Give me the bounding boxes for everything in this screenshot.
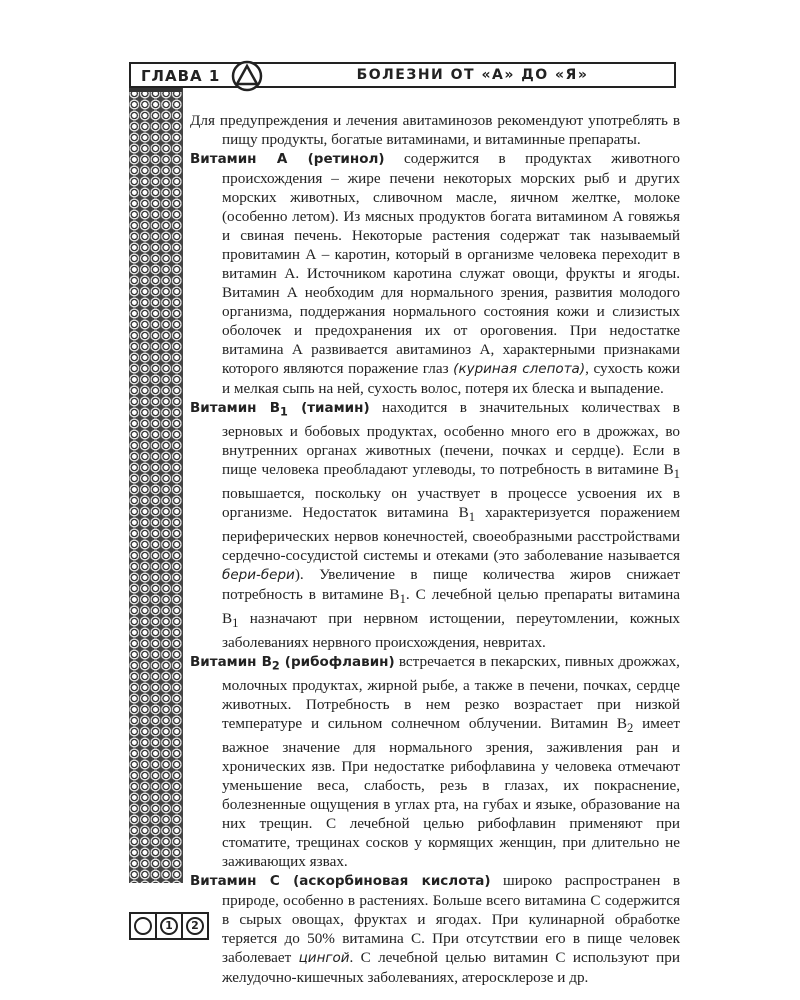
vitamin-b1-text-1: находится в значительных количествах в зерновых и бобовых продуктах, особенно много его в дрожжах, во внутренних органах животных (печени, почках и сердце). Если в пище человека преобладают углеводы, то потребность в витамине В — [222, 399, 680, 478]
vitamin-c-text-2: . С лечебной целью витамин С используют при желудочно-кишечных заболеваниях, атеросклерозе и др. — [222, 948, 681, 986]
vitamin-b2-term-a: Витамин В — [190, 653, 272, 670]
vitamin-b1-term-sub: 1 — [280, 405, 288, 419]
sidebar-top-bar — [129, 88, 182, 92]
vitamin-b2-term — [190, 653, 395, 673]
vitamin-b2-text-2: имеет важное значение для нормального зрения, заживления ран и хронических язв. При недостатке рибофлавина у человека отмечают уменьшение веса, слабость, резь в глазах, их покраснение, болезненные ощущения в углах рта, на губах и языке, образование на них трещин. С лечебной целью рибофлавин применяют при стоматите, трещинах сосков у кормящих женщин, при длительно не заживающих язвах. — [222, 714, 681, 870]
vitamin-b1-emphasis: бери-бери — [222, 566, 295, 583]
vitamin-b2-sub-1: 2 — [627, 720, 634, 735]
vitamin-b1-term-a: Витамин В — [190, 400, 281, 416]
chapter-label: ГЛАВА 1 — [141, 67, 221, 85]
vitamin-b2-term-sub: 2 — [271, 659, 280, 673]
vitamin-b2-term-b: (рибофлавин) — [279, 653, 395, 670]
page-digit-2: 2 — [186, 917, 204, 935]
vitamin-b1-sub-1: 1 — [673, 466, 680, 481]
vitamin-b1-sub-4: 1 — [232, 615, 239, 630]
vitamin-a-section — [190, 149, 680, 398]
vitamin-c-term: Витамин С (аскорбиновая кислота) — [190, 872, 491, 889]
vitamin-b1-text-3: характеризуется поражением периферических нервов конечностей, своеобразными расстройствами сердечно-сосудистой системы и отеками (это заболевание называется — [222, 503, 680, 564]
vitamin-b1-text-5: . С лечебной целью препараты витамина В — [222, 585, 680, 627]
vitamin-c-text-1: широко распространен в природе, особенно в растениях. Больше всего витамина С содержится в сырых овощах, фруктах и ягодах. При кулинарной обработке теряется до 50% витамина С. При отсутствии его в пище человек заболевает — [222, 871, 680, 966]
chapter-title: БОЛЕЗНИ ОТ «А» ДО «Я» — [356, 67, 589, 83]
vitamin-a-text-1: содержится в продуктах животного происхождения – жире печени некоторых морских рыб и других морских животных, сливочном масле, яичном желтке, молоке (особенно летом). Из мясных продуктов богата витамином А говяжья и свиная печень. Некоторые растения содержат так называемый провитамин А – каротин, который в организме человека переходит в витамин А. Источником каротина служат овощи, фрукты и ягоды. Витамин А необходим для нормального зрения, развития молодого организма, поддержания нормального состояния кожи и слизистых оболочек и предохранения их от ороговения. При недостатке витамина А развивается авитаминоз А, характерными признаками которого являются поражение глаз — [222, 150, 680, 377]
footer-ring-cell — [129, 912, 157, 940]
page-body — [190, 111, 680, 987]
footer-empty-ring-icon — [134, 917, 152, 935]
page-digit-1: 1 — [160, 917, 178, 935]
vitamin-b1-term — [190, 400, 370, 419]
chapter-header — [129, 62, 676, 88]
vitamin-b1-section — [190, 398, 680, 652]
vitamin-c-emphasis: цингой — [298, 949, 350, 966]
intro-paragraph: Для предупреждения и лечения авитаминозов рекомендуют употреблять в пищу продукты, богатые витаминами, и витаминные препараты. — [190, 112, 680, 148]
vitamin-b1-term-b: (тиамин) — [287, 400, 370, 416]
vitamin-b1-text-6: назначают при нервном истощении, переутомлении, кожных заболеваниях нервного происхождения, невритах. — [222, 609, 680, 651]
vitamin-a-text-2: , сухость кожи и мелкая сыпь на ней, сухость волос, потеря их блеска и выпадение. — [222, 360, 680, 397]
vitamin-b2-text-1: встречается в пекарских, пивных дрожжах, молочных продуктах, жирной рыбе, а также в печени, почках, сердце животных. Потребность в нем резко возрастает при низкой температуре и сильном солнечном облучении. Витамин В — [222, 652, 680, 732]
page-digit-cell-1 — [155, 912, 183, 940]
vitamin-a-emphasis: (куриная слепота) — [453, 361, 586, 377]
vitamin-c-section — [190, 871, 680, 987]
vitamin-b1-text-4: ). Увеличение в пище количества жиров снижает потребность в витамине В — [222, 565, 680, 603]
triangle-in-circle-icon — [231, 60, 263, 92]
vitamin-b2-section — [190, 652, 680, 871]
vitamin-a-term: Витамин А (ретинол) — [190, 151, 385, 167]
decorative-sidebar-pattern — [129, 88, 183, 883]
vitamin-b1-text-2: повышается, поскольку он участвует в процессе усвоения их в организме. Недостаток витамина В — [222, 484, 680, 521]
vitamin-b1-sub-2: 1 — [468, 509, 476, 524]
page-digit-cell-2 — [181, 912, 209, 940]
vitamin-b1-sub-3: 1 — [399, 591, 406, 606]
